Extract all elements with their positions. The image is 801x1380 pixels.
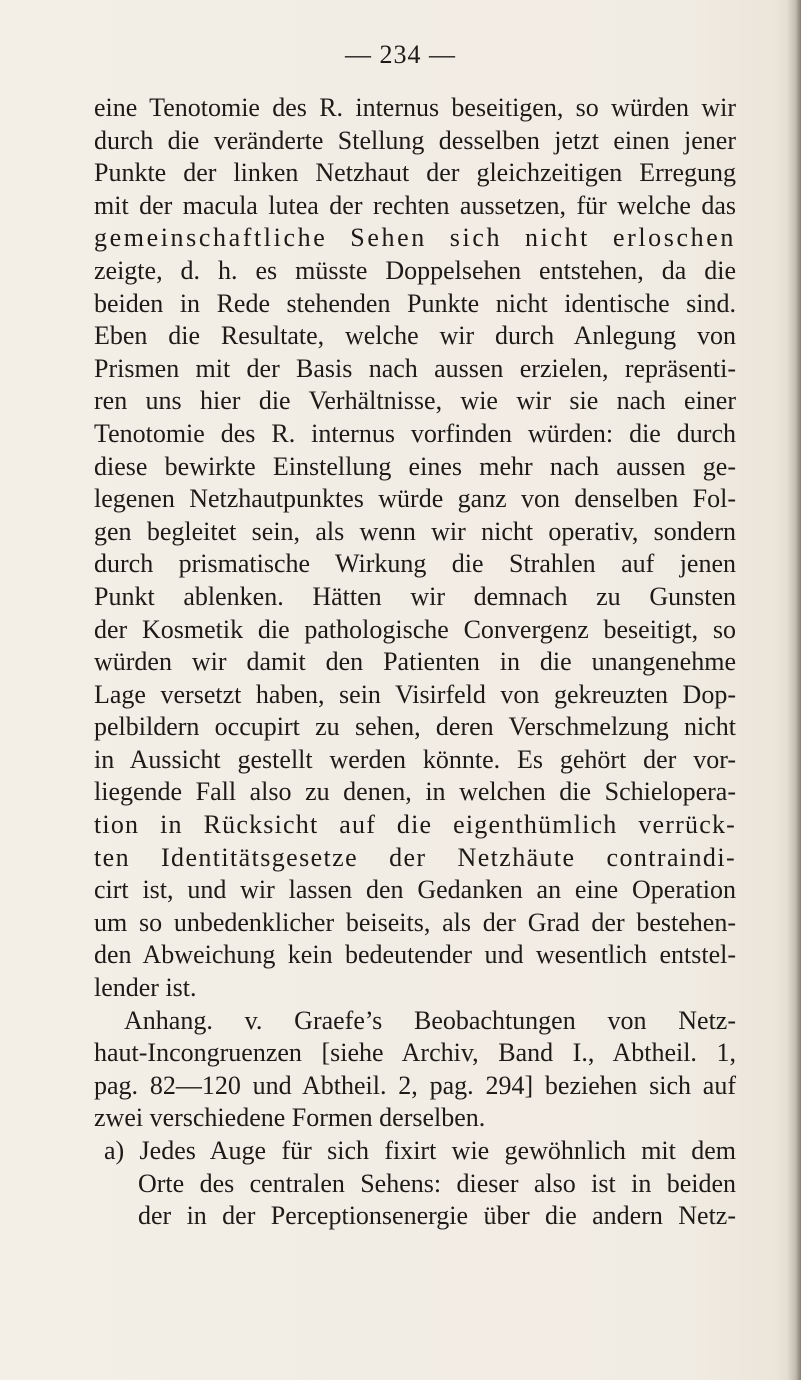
- text-line: Punkte der linken Netzhaut der gleichzeitigen Erregung: [94, 158, 736, 188]
- text-line: lender ist.: [94, 973, 197, 1003]
- text-line: zeigte, d. h. es müsste Doppelsehen entstehen, da die: [94, 255, 736, 285]
- text-line: durch die veränderte Stellung desselben jetzt einen jener: [94, 125, 736, 155]
- text-line: durch prismatische Wirkung die Strahlen auf jenen: [94, 549, 736, 579]
- text-line: Prismen mit der Basis nach aussen erzielen, repräsenti-: [94, 353, 736, 383]
- text-line: der in der Perceptionsenergie über die andern Netz-: [138, 1201, 736, 1231]
- text-line: zwei verschiedene Formen derselben.: [94, 1103, 486, 1133]
- text-line: um so unbedenklicher beiseits, als der Grad der bestehen-: [94, 907, 736, 937]
- text-line: eine Tenotomie des R. internus beseitigen, so würden wir: [94, 93, 736, 122]
- text-line: Anhang. v. Graefe’s Beobachtungen von Netz-: [124, 1005, 736, 1035]
- text-line: ren uns hier die Verhältnisse, wie wir sie nach einer: [94, 386, 736, 416]
- text-line: der Kosmetik die pathologische Convergenz beseitigt, so: [94, 614, 736, 644]
- text-line: a) Jedes Auge für sich fixirt wie gewöhnlich mit dem: [104, 1136, 736, 1165]
- text-line: ten Identitätsgesetze der Netzhäute contraindi-: [94, 842, 736, 872]
- text-line: cirt ist, und wir lassen den Gedanken an eine Operation: [94, 875, 736, 905]
- text-line: pelbildern occupirt zu sehen, deren Verschmelzung nicht: [94, 712, 736, 742]
- text-line: legenen Netzhautpunktes würde ganz von denselben Fol-: [94, 484, 736, 514]
- text-line: in Aussicht gestellt werden könnte. Es gehört der vor-: [94, 744, 736, 774]
- text-line: würden wir damit den Patienten in die unangenehme: [94, 647, 736, 677]
- text-line: gemeinschaftliche Sehen sich nicht erloschen: [94, 223, 736, 253]
- text-line: Punkt ablenken. Hätten wir demnach zu Gunsten: [94, 581, 736, 611]
- text-line: haut-Incongruenzen [siehe Archiv, Band I., Abtheil. 1,: [94, 1038, 736, 1068]
- text-line: gen begleitet sein, als wenn wir nicht operativ, sondern: [94, 516, 736, 546]
- page-edge-shadow: [787, 0, 801, 1380]
- text-line: beiden in Rede stehenden Punkte nicht identische sind.: [94, 288, 736, 318]
- body-text: [94, 92, 736, 1233]
- text-line: diese bewirkte Einstellung eines mehr nach aussen ge-: [94, 451, 736, 481]
- text-line: den Abweichung kein bedeutender und wesentlich entstel-: [94, 940, 736, 970]
- text-line: mit der macula lutea der rechten aussetzen, für welche das: [94, 190, 736, 220]
- text-line: Eben die Resultate, welche wir durch Anlegung von: [94, 321, 736, 351]
- text-line: pag. 82—120 und Abtheil. 2, pag. 294] beziehen sich auf: [94, 1070, 736, 1100]
- text-line: Tenotomie des R. internus vorfinden würden: die durch: [94, 418, 736, 448]
- text-line: Lage versetzt haben, sein Visirfeld von gekreuzten Dop-: [94, 679, 736, 709]
- text-line: Orte des centralen Sehens: dieser also ist in beiden: [138, 1168, 736, 1198]
- text-line: liegende Fall also zu denen, in welchen die Schielopera-: [94, 777, 736, 807]
- page-number: — 234 —: [345, 40, 456, 69]
- text-line: tion in Rücksicht auf die eigenthümlich verrück-: [94, 810, 736, 840]
